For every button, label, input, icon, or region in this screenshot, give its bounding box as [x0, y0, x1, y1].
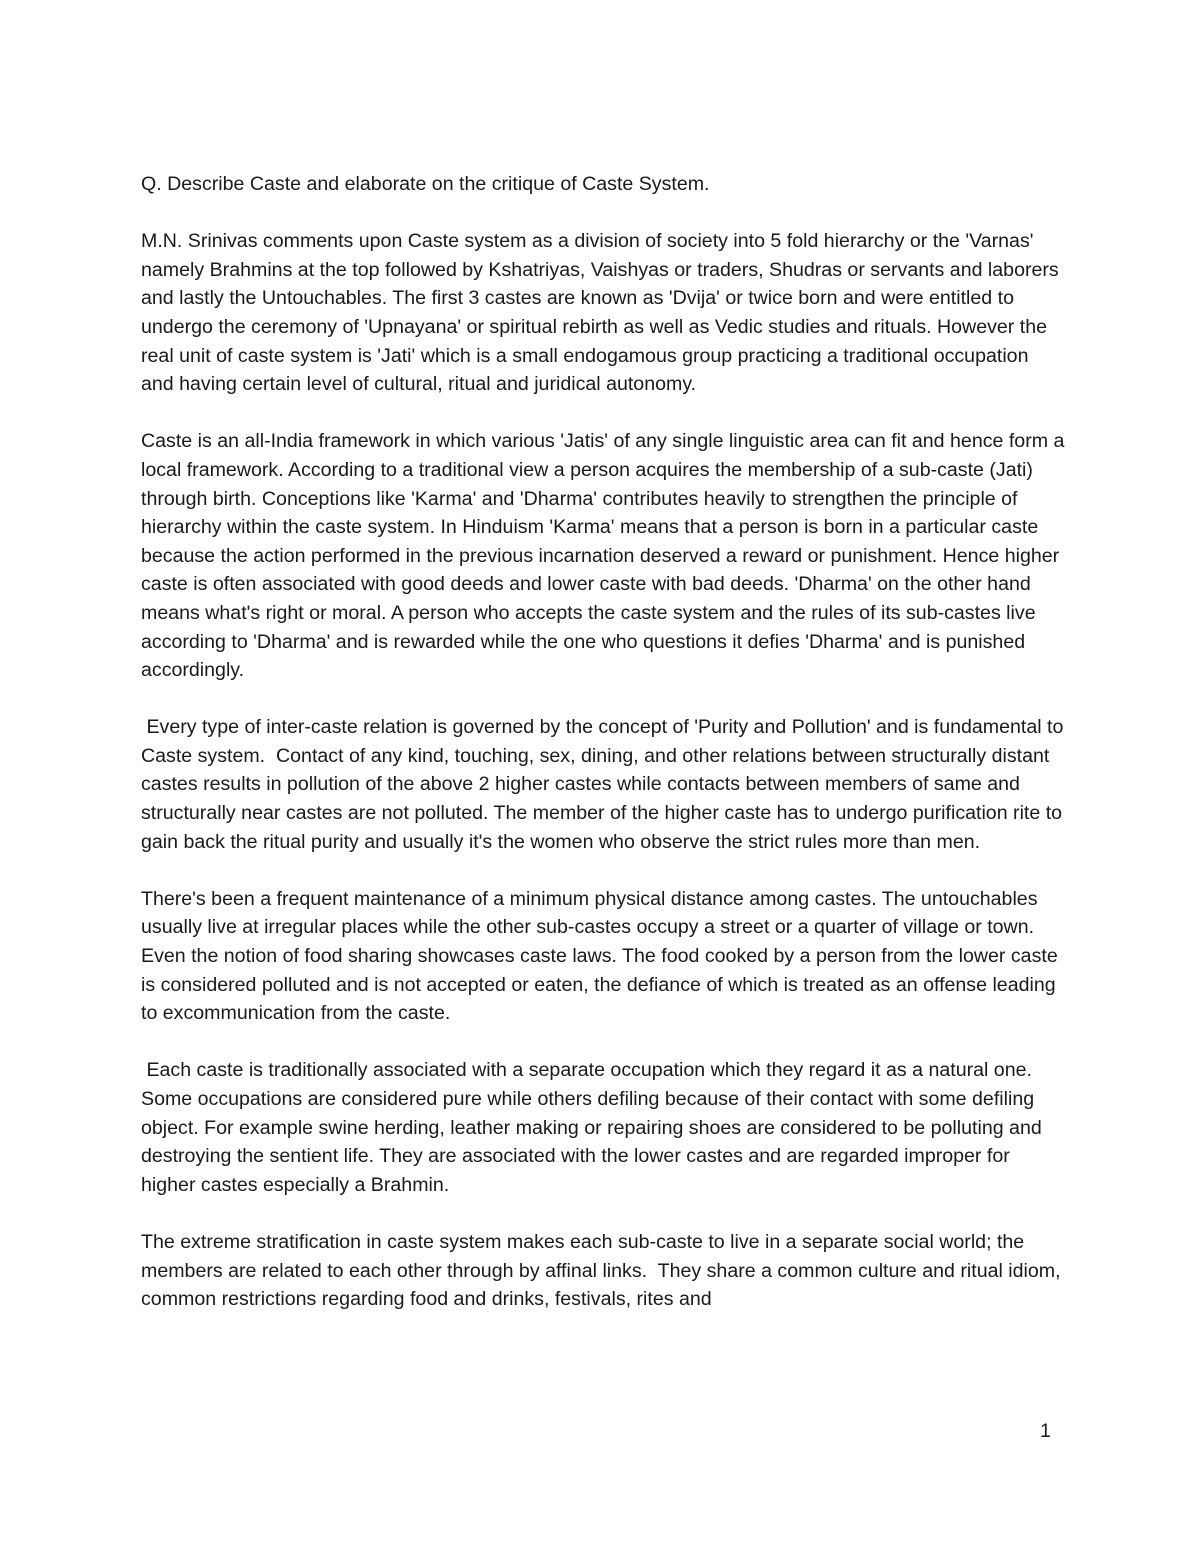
paragraph-physical-distance: There's been a frequent maintenance of a minimum physical distance among castes. The untouchables usually live at irregular places while the other sub-castes occupy a street or a quarter of village or town. Even the notion of food sharing showcases caste laws. The food cooked by a person from the lower caste is considered polluted and is not accepted or eaten, the defiance of which is treated as an offense leading to excommunication from the caste.: [141, 887, 1064, 1025]
paragraph-occupation: Each caste is traditionally associated with a separate occupation which they regard it as a natural one. Some occupations are considered pure while others defiling because of their contact with some defiling object. For example swine herding, leather making or repairing shoes are considered to be polluting and destroying the sentient life. They are associated with the lower castes and are regarded improper for higher castes especially a Brahmin.: [141, 1059, 1048, 1196]
question-heading: Q. Describe Caste and elaborate on the critique of Caste System.: [141, 173, 710, 195]
paragraph-jati-karma-dharma: Caste is an all-India framework in which various 'Jatis' of any single linguistic area can fit and hence form a local framework. According to a traditional view a person acquires the membership of a sub-caste (Jati) through birth. Conceptions like 'Karma' and 'Dharma' contributes heavily to strengthen the principle of hierarchy within the caste system. In Hinduism 'Karma' means that a person is born in a particular caste because the action performed in the previous incarnation deserved a reward or punishment. Hence higher caste is often associated with good deeds and lower caste with bad deeds. 'Dharma' on the other hand means what's right or moral. A person who accepts the caste system and the rules of its sub-castes live according to 'Dharma' and is rewarded while the one who questions it defies 'Dharma' and is punished accordingly.: [141, 430, 1070, 682]
paragraph-purity-pollution: Every type of inter-caste relation is governed by the concept of 'Purity and Pollution' and is fundamental to Caste system. Contact of any kind, touching, sex, dining, and other relations between structurally distant castes results in pollution of the above 2 higher castes while contacts between members of same and structurally near castes are not polluted. The member of the higher caste has to undergo purification rite to gain back the ritual purity and usually it's the women who observe the strict rules more than men.: [141, 716, 1069, 853]
paragraph-stratification: The extreme stratification in caste system makes each sub-caste to live in a separate social world; the members are related to each other through by affinal links. They share a common culture and ritual idiom, common restrictions regarding food and drinks, festivals, rites and: [141, 1230, 1067, 1311]
paragraph-srinivas-varnas: M.N. Srinivas comments upon Caste system as a division of society into 5 fold hierarchy or the 'Varnas' namely Brahmins at the top followed by Kshatriyas, Vaishyas or traders, Shudras or servants and laborers and lastly the Untouchables. The first 3 castes are known as 'Dvija' or twice born and were entitled to undergo the ceremony of 'Upnayana' or spiritual rebirth as well as Vedic studies and rituals. However the real unit of caste system is 'Jati' which is a small endogamous group practicing a traditional occupation and having certain level of cultural, ritual and juridical autonomy.: [141, 230, 1065, 396]
document-body: [141, 170, 1070, 1314]
page-number: 1: [1040, 1420, 1051, 1442]
